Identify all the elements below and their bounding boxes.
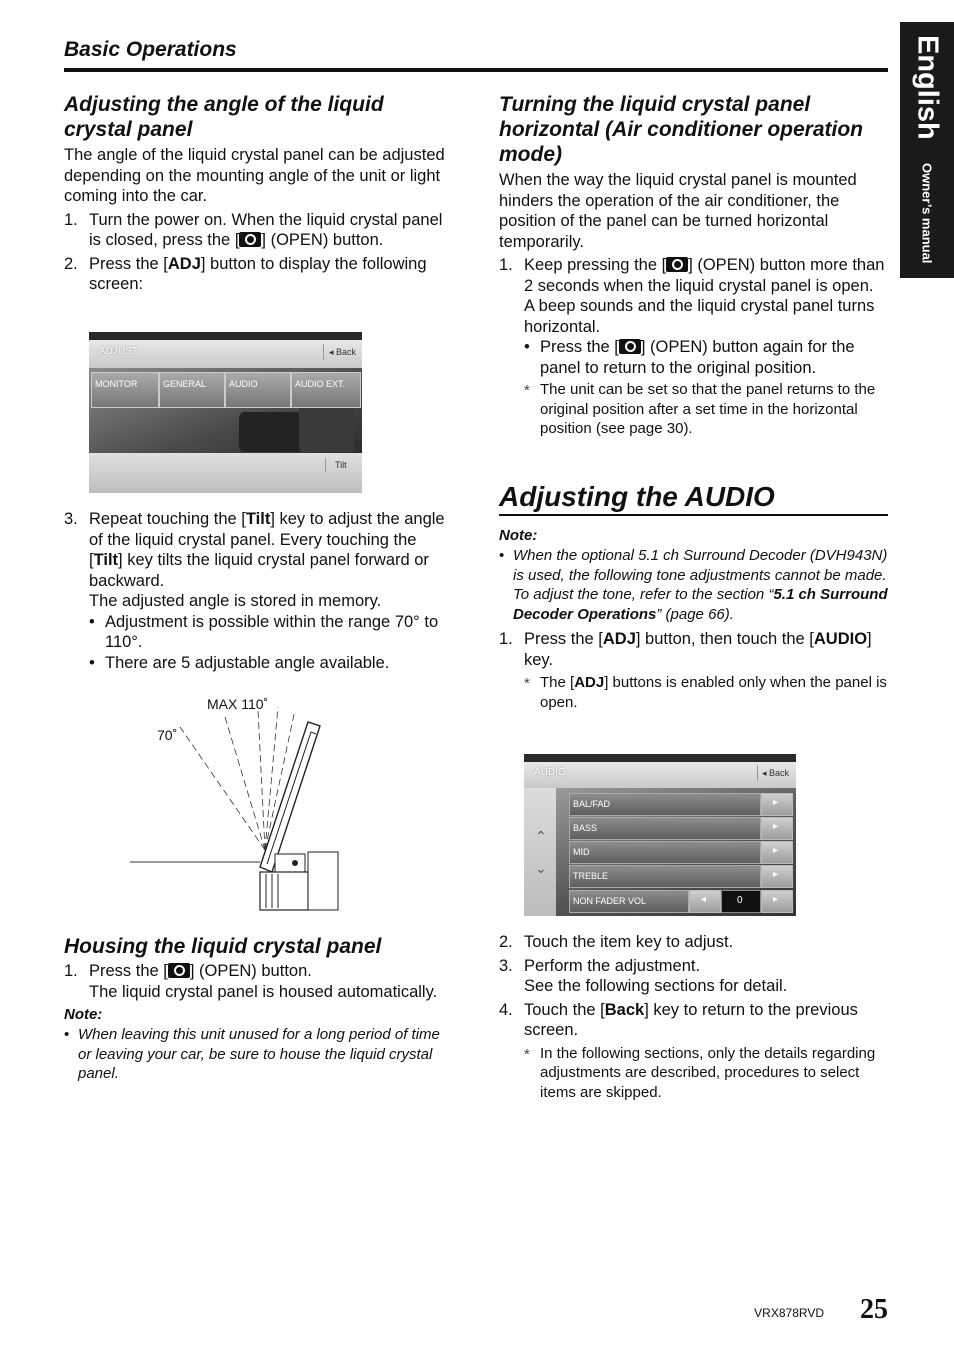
- treble-arrow-icon[interactable]: ▸: [761, 865, 793, 888]
- audio-heading-rule: [499, 514, 888, 516]
- adjust-title: ADJUST: [99, 346, 138, 357]
- side-tab-language: English: [911, 34, 944, 140]
- housing-note: • When leaving this unit unused for a long period of time or leaving your car, be sure to house the liquid crystal panel.: [64, 1025, 454, 1084]
- mid-arrow-icon[interactable]: ▸: [761, 841, 793, 864]
- turning-steps: [499, 255, 889, 439]
- tilt-button[interactable]: Tilt: [335, 460, 347, 470]
- open-button-icon: [168, 963, 190, 978]
- non-fader-vol-value: 0: [721, 890, 761, 913]
- adjust-audio-ext-button[interactable]: AUDIO EXT.: [291, 372, 361, 408]
- turning-heading: Turning the liquid crystal panel horizontal (Air conditioner operation mode): [499, 93, 863, 166]
- non-fader-vol-decrease-icon[interactable]: ◂: [689, 890, 721, 913]
- treble-item[interactable]: TREBLE: [569, 865, 761, 888]
- audio-step-2: 2. Touch the item key to adjust.: [499, 933, 734, 951]
- model-number: VRX878RVD: [754, 1306, 824, 1320]
- scroll-down-icon[interactable]: ⌄: [535, 860, 547, 876]
- audio-adj-asterisk-note: * The [ADJ] buttons is enabled only when the panel is open.: [524, 673, 889, 712]
- audio-note: • When the optional 5.1 ch Surround Decoder (DVH943N) is used, the following tone adjustments cannot be made. To adjust the tone, refer to the section “5.1 ch Surround Decoder Operations” (page 66).: [499, 546, 889, 624]
- adjust-screenshot: [89, 332, 362, 493]
- housing-note-heading: Note:: [64, 1006, 103, 1023]
- audio-steps: [499, 629, 889, 712]
- housing-steps: [64, 961, 454, 1002]
- adjust-audio-button[interactable]: AUDIO: [225, 372, 291, 408]
- audio-screen-title: AUDIO: [534, 767, 566, 778]
- tilt-angle-diagram: [130, 692, 345, 914]
- housing-heading: Housing the liquid crystal panel: [64, 935, 382, 958]
- audio-note-heading: Note:: [499, 527, 538, 544]
- adjust-back-button[interactable]: ◂ Back: [329, 347, 357, 357]
- audio-step-1: 1. Press the [ADJ] button, then touch the [AUDIO] key. * The [ADJ] buttons is enabled only when the panel is open.: [499, 629, 889, 712]
- audio-section-continued: [499, 932, 889, 1102]
- angle-heading: Adjusting the angle of the liquid crystal panel: [64, 93, 384, 141]
- audio-section: [499, 527, 889, 712]
- open-button-icon: [239, 232, 261, 247]
- open-button-icon: [619, 339, 641, 354]
- bal-fad-item[interactable]: BAL/FAD: [569, 793, 761, 816]
- audio-sections-asterisk-note: * In the following sections, only the details regarding adjustments are described, procedures to select items are skipped.: [524, 1044, 889, 1103]
- left-column: [64, 92, 454, 295]
- min-angle-label: 70˚: [157, 727, 178, 743]
- max-angle-label: MAX 110˚: [207, 696, 269, 712]
- non-fader-vol-increase-icon[interactable]: ▸: [761, 890, 793, 913]
- angle-range-bullet: • Adjustment is possible within the range 70° to 110°.: [89, 612, 454, 653]
- angle-count-bullet: • There are 5 adjustable angle available.: [89, 653, 454, 674]
- header-rule: [64, 68, 888, 72]
- turning-intro: When the way the liquid crystal panel is mounted hinders the operation of the air conditioner, the position of the panel can be turned horizontal temporarily.: [499, 171, 857, 251]
- adjust-monitor-button[interactable]: MONITOR: [91, 372, 159, 408]
- angle-step-2: 2. Press the [ADJ] button to display the following screen:: [64, 254, 427, 293]
- audio-step-4: 4. Touch the [Back] key to return to the previous screen. * In the following sections, only the details regarding adjustments are described, procedures to select items are skipped.: [499, 1000, 889, 1103]
- turning-step-1: 1. Keep pressing the [ ] (OPEN) button more than 2 seconds when the liquid crystal panel is open. A beep sounds and the liquid crystal panel turns horizontal. • Press the [ ] (OPEN) button again for the panel to return to the original position. * The unit can be set so that the panel returns to the original position after a set time in the horizontal position (see page 30).: [499, 255, 889, 439]
- audio-screenshot: [524, 754, 796, 916]
- angle-steps: [64, 210, 454, 295]
- section-title: Basic Operations: [64, 38, 237, 61]
- turning-return-bullet: • Press the [ ] (OPEN) button again for the panel to return to the original position.: [524, 337, 889, 378]
- open-button-icon: [666, 257, 688, 272]
- angle-step-3: 3. Repeat touching the [Tilt] key to adjust the angle of the liquid crystal panel. Every touching the [Tilt] key tilts the liquid crystal panel forward or backward. The adjusted angle is stored in memory. • Adjustment is possible within the range 70° to 110°. • There are 5 adjustable angle available.: [64, 509, 454, 673]
- bal-fad-arrow-icon[interactable]: ▸: [761, 793, 793, 816]
- audio-step-3: 3. Perform the adjustment. See the following sections for detail.: [499, 956, 788, 995]
- audio-back-button[interactable]: ◂ Back: [762, 768, 790, 778]
- non-fader-vol-item: NON FADER VOL: [569, 890, 689, 913]
- side-tab-manual: Owner’s manual: [919, 162, 935, 264]
- housing-step-1: 1. Press the [ ] (OPEN) button. The liquid crystal panel is housed automatically.: [64, 962, 438, 1001]
- audio-steps-continued: [499, 932, 889, 1102]
- angle-intro: The angle of the liquid crystal panel can be adjusted depending on the mounting angle of the unit or light coming into the car.: [64, 146, 445, 205]
- bass-item[interactable]: BASS: [569, 817, 761, 840]
- turning-section: [499, 92, 889, 439]
- adjust-general-button[interactable]: GENERAL: [159, 372, 225, 408]
- turning-asterisk-note: * The unit can be set so that the panel returns to the original position after a set time in the horizontal position (see page 30).: [524, 380, 889, 439]
- housing-section: [64, 934, 454, 1084]
- left-column-continued: [64, 509, 454, 673]
- scroll-up-icon[interactable]: ⌃: [535, 828, 547, 844]
- mid-item[interactable]: MID: [569, 841, 761, 864]
- audio-heading: Adjusting the AUDIO: [499, 481, 775, 512]
- bass-arrow-icon[interactable]: ▸: [761, 817, 793, 840]
- page-number: 25: [860, 1294, 888, 1325]
- angle-steps-continued: [64, 509, 454, 673]
- angle-step-1: 1. Turn the power on. When the liquid crystal panel is closed, press the [ ] (OPEN) button.: [64, 210, 443, 249]
